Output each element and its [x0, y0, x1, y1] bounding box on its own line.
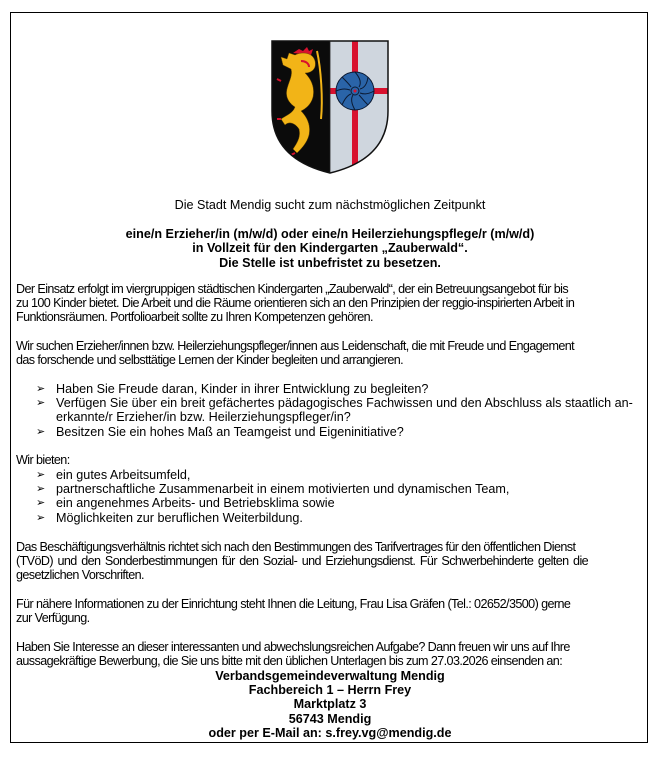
list-item-continuation: erkannte/r Erzieher/in bzw. Heilerziehungspfleger/in?	[56, 410, 351, 424]
list-item: ein gutes Arbeitsumfeld,	[56, 468, 191, 482]
address-line: Marktplatz 3	[293, 697, 367, 711]
paragraph-1-line: Der Einsatz erfolgt im viergruppigen städtischen Kindergarten „Zauberwald“, der ein Betreuungsangebot für bis	[16, 282, 569, 296]
arrow-bullet-icon: ➢	[36, 397, 46, 409]
intro-text: Die Stadt Mendig sucht zum nächstmöglichen Zeitpunkt	[174, 198, 486, 212]
paragraph-2-line: Wir suchen Erzieher/innen bzw. Heilerziehungspfleger/innen aus Leidenschaft, die mit Freude und Engagement	[16, 339, 575, 353]
paragraph-4-line: zur Verfügung.	[16, 611, 90, 625]
arrow-bullet-icon: ➢	[36, 469, 46, 481]
paragraph-1-line: zu 100 Kinder bietet. Die Arbeit und die Räume orientieren sich an den Prinzipien der reggio-inspirierten Arbeit in	[16, 296, 575, 310]
arrow-bullet-icon: ➢	[36, 512, 46, 524]
email-link[interactable]: s.frey.vg@mendig.de	[325, 726, 452, 740]
paragraph-3-line: Das Beschäftigungsverhältnis richtet sich nach den Bestimmungen des Tarifvertrages für den öffentlichen Dienst	[16, 540, 576, 554]
paragraph-1-line: Funktionsräumen. Portfolioarbeit sollte zu Ihren Kompetenzen gehören.	[16, 310, 373, 324]
arrow-bullet-icon: ➢	[36, 497, 46, 509]
headline-line-3: Die Stelle ist unbefristet zu besetzen.	[219, 256, 441, 270]
arrow-bullet-icon: ➢	[36, 483, 46, 495]
headline-line-1: eine/n Erzieher/in (m/w/d) oder eine/n Heilerziehungspflege/r (m/w/d)	[125, 227, 535, 241]
paragraph-5-line: aussagekräftige Bewerbung, die Sie uns bitte mit den üblichen Unterlagen bis zum 27.03.2026 einsenden an:	[16, 654, 563, 668]
coat-of-arms-icon	[271, 39, 389, 175]
list-item: partnerschaftliche Zusammenarbeit in einem motivierten und dynamischen Team,	[56, 482, 510, 496]
list-item: Haben Sie Freude daran, Kinder in ihrer Entwicklung zu begleiten?	[56, 382, 429, 396]
paragraph-5-line: Haben Sie Interesse an dieser interessanten und abwechslungsreichen Aufgabe? Dann freuen wir uns auf Ihre	[16, 640, 570, 654]
paragraph-2-line: das forschende und selbsttätige Lernen der Kinder begleiten und arrangieren.	[16, 353, 404, 367]
list-item: Verfügen Sie über ein breit gefächertes pädagogisches Fachwissen und den Abschluss als staatlich an-	[56, 396, 633, 410]
arrow-bullet-icon: ➢	[36, 426, 46, 438]
list-item: Möglichkeiten zur beruflichen Weiterbildung.	[56, 511, 303, 525]
paragraph-3-line: (TVöD) und den Sonderbestimmungen für den Sozial- und Erziehungsdienst. Für Schwerbehinderte gelten die	[16, 554, 589, 568]
address-line: Fachbereich 1 – Herrn Frey	[248, 683, 412, 697]
paragraph-3-line: gesetzlichen Vorschriften.	[16, 568, 144, 582]
headline-line-2: in Vollzeit für den Kindergarten „Zauberwald“.	[192, 241, 468, 255]
millstone-icon	[336, 72, 374, 110]
email-prefix: oder per E-Mail an:	[208, 726, 326, 740]
arrow-bullet-icon: ➢	[36, 383, 46, 395]
list-item: Besitzen Sie ein hohes Maß an Teamgeist und Eigeninitiative?	[56, 425, 404, 439]
address-line: Verbandsgemeindeverwaltung Mendig	[215, 669, 445, 683]
email-line	[12, 726, 648, 740]
offers-title: Wir bieten:	[16, 453, 70, 467]
paragraph-4-line: Für nähere Informationen zu der Einrichtung steht Ihnen die Leitung, Frau Lisa Gräfen (Tel.: 02652/3500) gerne	[16, 597, 571, 611]
list-item: ein angenehmes Arbeits- und Betriebsklima sowie	[56, 496, 335, 510]
address-line: 56743 Mendig	[288, 712, 372, 726]
